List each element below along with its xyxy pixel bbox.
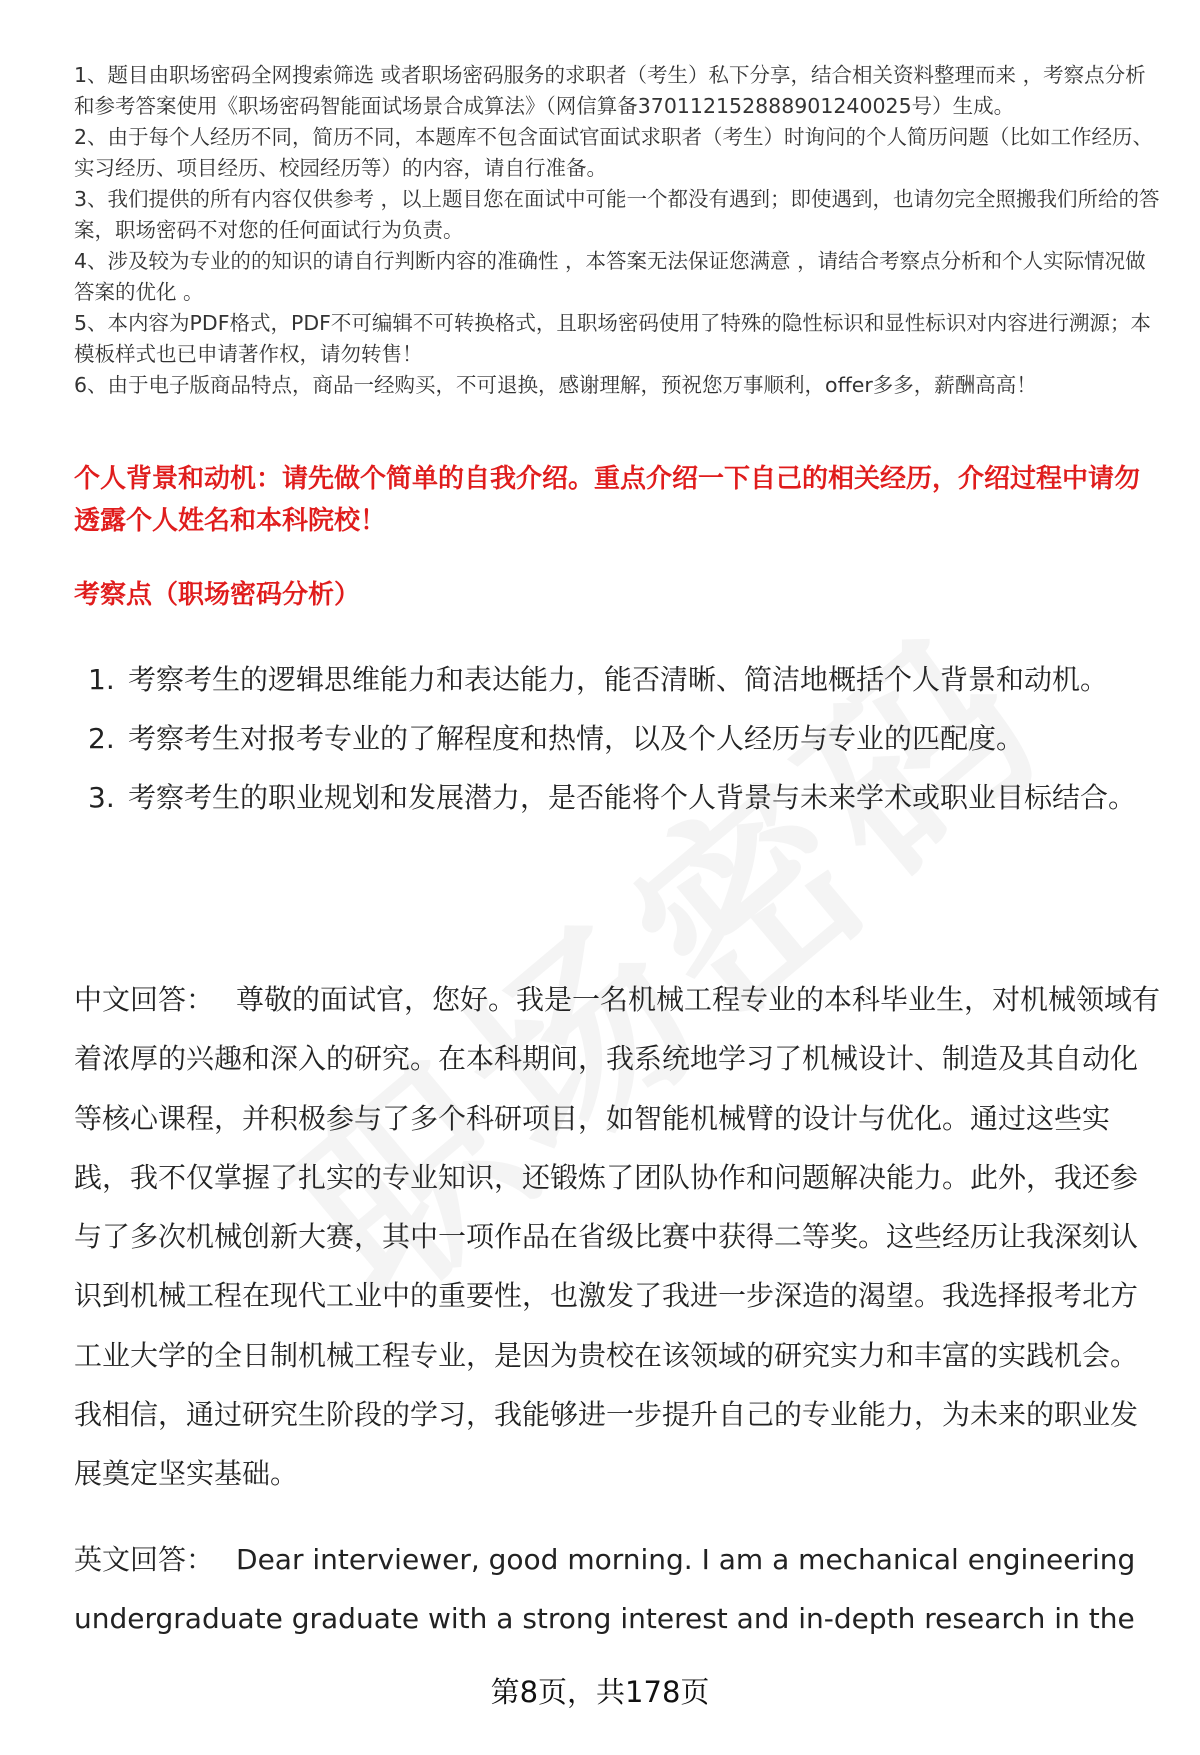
disclaimer-item: 5、本内容为PDF格式，PDF不可编辑不可转换格式，且职场密码使用了特殊的隐性标识和显性标识对内容进行溯源；本模板样式也已申请著作权，请勿转售！ <box>74 311 1151 366</box>
disclaimer-item: 3、我们提供的所有内容仅供参考 ，以上题目您在面试中可能一个都没有遇到；即使遇到，也请勿完全照搬我们所给的答案，职场密码不对您的任何面试行为负责。 <box>74 187 1160 242</box>
english-answer <box>74 1530 1164 1649</box>
chinese-answer <box>74 970 1164 1504</box>
analysis-title: 考察点（职场密码分析） <box>74 580 361 610</box>
disclaimer-item: 6、由于电子版商品特点，商品一经购买，不可退换，感谢理解，预祝您万事顺利，offer多多，薪酬高高！ <box>74 373 1037 397</box>
point-number: 3. <box>88 781 115 814</box>
disclaimer-item: 1、题目由职场密码全网搜索筛选 或者职场密码服务的求职者（考生）私下分享，结合相关资料整理而来 ，考察点分析和参考答案使用《职场密码智能面试场景合成算法》（网信算备370112152888901240025号）生成。 <box>74 63 1146 118</box>
analysis-point <box>74 709 1164 768</box>
disclaimer-item: 4、涉及较为专业的的知识的请自行判断内容的准确性 ，本答案无法保证您满意 ，请结合考察点分析和个人实际情况做答案的优化 。 <box>74 249 1146 304</box>
english-answer-text: Dear interviewer, good morning. I am a mechanical engineering undergraduate graduate with a strong interest and in-depth research in the <box>74 1543 1136 1636</box>
disclaimer-item: 2、由于每个人经历不同，简历不同，本题库不包含面试官面试求职者（考生）时询问的个人简历问题（比如工作经历、实习经历、项目经历、校园经历等）的内容，请自行准备。 <box>74 125 1154 180</box>
page-number: 第8页，共178页 <box>490 1675 710 1709</box>
chinese-answer-text: 尊敬的面试官，您好。我是一名机械工程专业的本科毕业生，对机械领域有着浓厚的兴趣和深入的研究。在本科期间，我系统地学习了机械设计、制造及其自动化等核心课程，并积极参与了多个科研项目，如智能机械臂的设计与优化。通过这些实践，我不仅掌握了扎实的专业知识，还锻炼了团队协作和问题解决能力。此外，我还参与了多次机械创新大赛，其中一项作品在省级比赛中获得二等奖。这些经历让我深刻认识到机械工程在现代工业中的重要性，也激发了我进一步深造的渴望。我选择报考北方工业大学的全日制机械工程专业，是因为贵校在该领域的研究实力和丰富的实践机会。我相信，通过研究生阶段的学习，我能够进一步提升自己的专业能力，为未来的职业发展奠定坚实基础。 <box>74 983 1161 1491</box>
chinese-answer-label: 中文回答： <box>74 983 215 1016</box>
point-text: 考察考生对报考专业的了解程度和热情，以及个人经历与专业的匹配度。 <box>128 722 1025 755</box>
point-text: 考察考生的逻辑思维能力和表达能力，能否清晰、简洁地概括个人背景和动机。 <box>128 663 1109 696</box>
english-answer-label: 英文回答： <box>74 1543 215 1576</box>
analysis-point <box>74 650 1164 709</box>
question-heading: 个人背景和动机：请先做个简单的自我介绍。重点介绍一下自己的相关经历，介绍过程中请勿透露个人姓名和本科院校！ <box>74 464 1141 536</box>
point-number: 2. <box>88 722 115 755</box>
disclaimer-block <box>74 60 1164 401</box>
point-text: 考察考生的职业规划和发展潜力，是否能将个人背景与未来学术或职业目标结合。 <box>128 781 1137 814</box>
point-number: 1. <box>88 663 115 696</box>
analysis-points <box>74 650 1164 827</box>
analysis-point <box>74 768 1164 827</box>
